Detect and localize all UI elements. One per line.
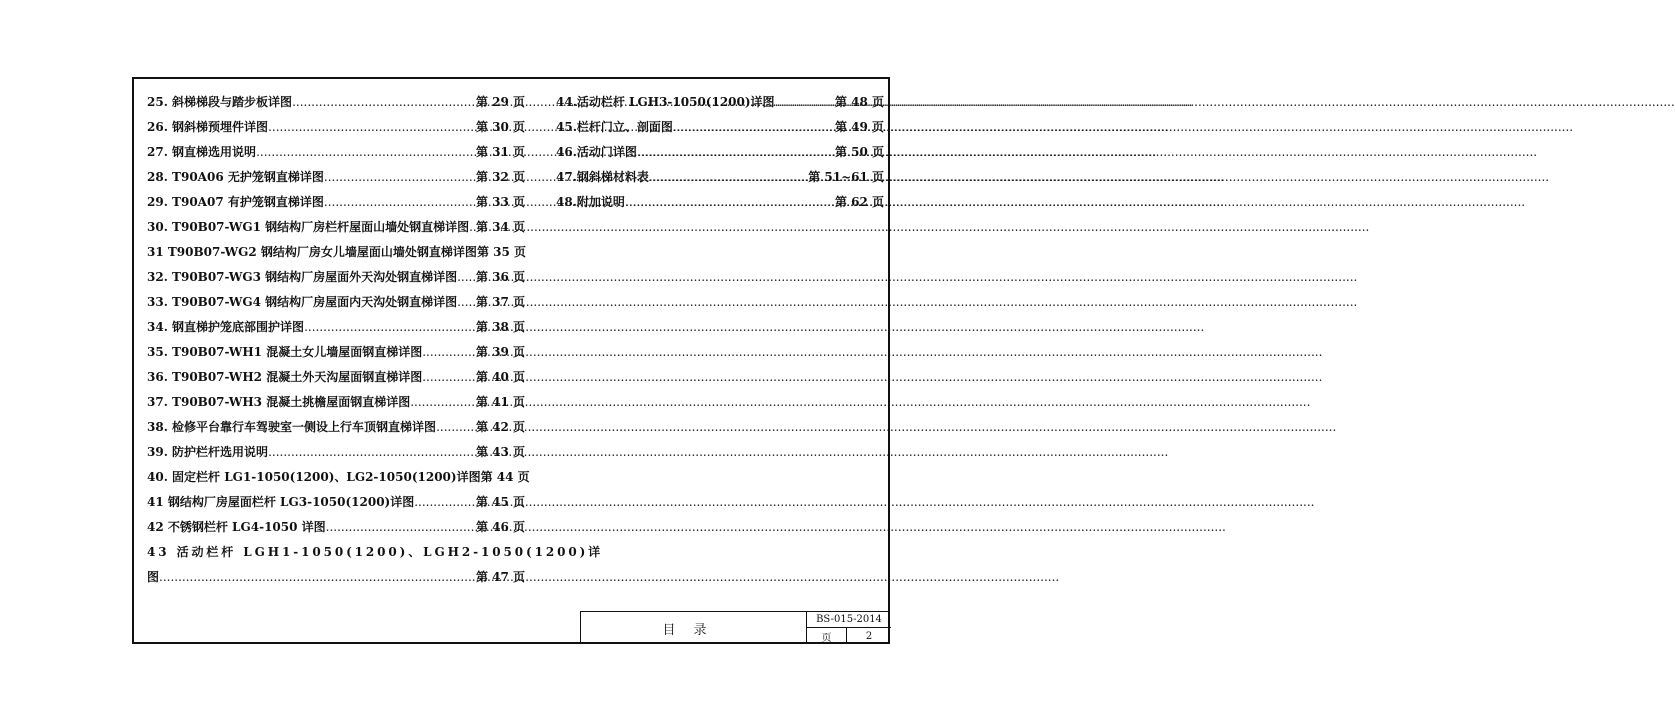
leader-dots [324,195,476,209]
toc-entry-page: 第 41 页 [475,395,525,409]
toc-entry-text: 46.活动门详图 [556,145,637,159]
toc-entry-text: 48.附加说明 [556,195,625,209]
toc-entry-39 [147,443,525,468]
leader-dots [637,145,835,159]
toc-entry-page: 第 51~61 页 [808,170,884,184]
toc-entry-27 [147,143,525,168]
toc-entry-text: 25. 斜梯梯段与踏步板详图 [147,95,293,109]
toc-entry-46 [556,143,884,168]
toc-entry-text: 34. 钢直梯护笼底部围护详图 [147,320,305,334]
page-number: 2 [846,628,891,644]
toc-entry-text: 33. T90B07-WG4 钢结构厂房屋面内天沟处钢直梯详图 [147,295,458,309]
toc-entry-text: 39. 防护栏杆选用说明 [147,445,269,459]
toc-entry-page: 第 33 页 [475,195,525,209]
toc-entry-text: 29. T90A07 有护笼钢直梯详图 [147,195,324,209]
toc-entry-page: 第 37 页 [475,295,525,309]
title-block [580,611,890,644]
leader-dots [775,95,835,109]
leader-dots [410,395,476,409]
toc-entry-text: 38. 检修平台靠行车驾驶室一侧设上行车顶钢直梯详图 [147,420,437,434]
leader-dots [324,170,476,184]
toc-entry-page: 第 36 页 [475,270,525,284]
toc-entry-35 [147,343,525,368]
page-label: 页 [806,628,846,644]
toc-entry-41 [147,493,525,518]
toc-entry-text: 35. T90B07-WH1 混凝土女儿墙屋面钢直梯详图 [147,345,423,359]
leader-dots [457,270,476,284]
toc-entry-text: 30. T90B07-WG1 钢结构厂房栏杆屋面山墙处钢直梯详图 [147,220,470,234]
toc-entry-text: 37. T90B07-WH3 混凝土挑檐屋面钢直梯详图 [147,395,411,409]
drawing-title: 目录 [662,622,725,638]
toc-entry-text: 41 钢结构厂房屋面栏杆 LG3-1050(1200)详图 [147,495,415,509]
toc-entry-47 [556,168,884,193]
toc-entry-page: 第 32 页 [475,170,525,184]
toc-entry-48 [556,193,884,218]
toc-entry-page: 第 44 页 [480,470,530,484]
toc-entry-page: 第 38 页 [475,320,525,334]
toc-entry-45 [556,118,884,143]
leader-dots [673,120,835,134]
drawing-code: BS-015-2014 [806,612,891,628]
leader-dots [292,95,476,109]
leader-dots [414,495,476,509]
toc-entry-text: 32. T90B07-WG3 钢结构厂房屋面外天沟处钢直梯详图 [147,270,458,284]
toc-entry-page: 第 42 页 [475,420,525,434]
leader-dots [256,145,476,159]
toc-entry-page: 第 31 页 [475,145,525,159]
toc-entry-text: 36. T90B07-WH2 混凝土外天沟屋面钢直梯详图 [147,370,423,384]
toc-entry-34 [147,318,525,343]
toc-entry-page: 第 34 页 [475,220,525,234]
toc-entry-page: 第 48 页 [834,95,884,109]
leader-dots [304,320,476,334]
toc-entry-text: 45.栏杆门立、剖面图 [556,120,673,134]
toc-entry-page: 第 50 页 [834,145,884,159]
toc-entry-text: 26. 钢斜梯预埋件详图 [147,120,269,134]
toc-entry-42 [147,518,525,543]
toc-entry-text: 47.钢斜梯材料表 [556,170,649,184]
toc-entry-43-line2 [147,568,525,593]
leader-dots [457,295,476,309]
toc-entry-page: 第 45 页 [475,495,525,509]
toc-entry-43-line1 [147,543,604,568]
leader-dots [469,220,476,234]
toc-entry-page: 第 49 页 [834,120,884,134]
toc-entry-text: 40. 固定栏杆 LG1-1050(1200)、LG2-1050(1200)详图 [147,470,481,484]
toc-entry-40 [147,468,530,493]
leader-dots [268,445,476,459]
leader-dots [649,170,808,184]
toc-right-column [556,93,884,218]
toc-entry-text: 31 T90B07-WG2 钢结构厂房女儿墙屋面山墙处钢直梯详图 [147,245,477,259]
toc-entry-page: 第 43 页 [475,445,525,459]
toc-entry-text: 44.活动栏杆 LGH3-1050(1200)详图 [556,95,775,109]
toc-entry-page: 第 62 页 [834,195,884,209]
toc-entry-32 [147,268,525,293]
toc-entry-page: 第 46 页 [475,520,525,534]
leader-dots [326,520,476,534]
toc-entry-33 [147,293,525,318]
toc-entry-25 [147,93,525,118]
toc-entry-30 [147,218,525,243]
toc-entry-text: 42 不锈钢栏杆 LG4-1050 详图 [147,520,326,534]
toc-entry-text: 图 [147,570,160,584]
toc-entry-text: 28. T90A06 无护笼钢直梯详图 [147,170,324,184]
leader-dots [268,120,476,134]
leader-dots [159,570,476,584]
toc-entry-page: 第 35 页 [476,245,526,259]
toc-entry-26 [147,118,525,143]
toc-entry-44 [556,93,884,118]
toc-entry-text: 43 活动栏杆 LGH1-1050(1200)、LGH2-1050(1200)详 [147,545,604,559]
leader-dots [436,420,476,434]
toc-entry-29 [147,193,525,218]
toc-entry-page: 第 29 页 [475,95,525,109]
leader-dots [422,370,476,384]
toc-entry-page: 第 40 页 [475,370,525,384]
toc-entry-36 [147,368,525,393]
toc-entry-page: 第 39 页 [475,345,525,359]
toc-entry-31 [147,243,525,268]
toc-entry-page: 第 30 页 [475,120,525,134]
leader-dots [422,345,476,359]
toc-entry-38 [147,418,525,443]
toc-entry-37 [147,393,525,418]
toc-entry-page: 第 47 页 [475,570,525,584]
leader-dots [625,195,835,209]
toc-entry-text: 27. 钢直梯选用说明 [147,145,257,159]
toc-entry-28 [147,168,525,193]
